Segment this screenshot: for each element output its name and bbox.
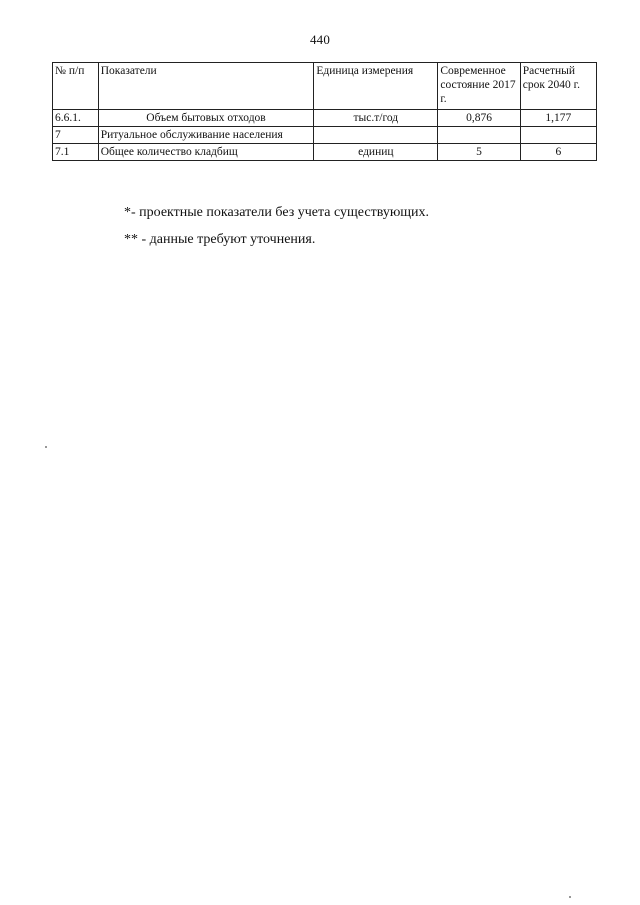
header-estimated-term: Расчетный срок 2040 г.	[520, 63, 596, 110]
indicators-table	[52, 62, 597, 161]
scan-speck	[45, 446, 47, 448]
row-current-value: 0,876	[438, 110, 520, 127]
footnotes	[124, 204, 429, 258]
table-header-row	[53, 63, 597, 110]
row-indicator: Общее количество кладбищ	[98, 144, 314, 161]
row-indicator: Ритуальное обслуживание населения	[98, 127, 314, 144]
page-number: 440	[309, 32, 331, 47]
table-row	[53, 144, 597, 161]
row-estimate-value	[520, 127, 596, 144]
row-estimate-value: 1,177	[520, 110, 596, 127]
scan-speck	[569, 896, 571, 898]
header-number: № п/п	[53, 63, 99, 110]
row-unit	[314, 127, 438, 144]
footnote-design-indicators: *- проектные показатели без учета существующих.	[124, 205, 430, 220]
table-row	[53, 127, 597, 144]
footnote-needs-clarification: ** - данные требуют уточнения.	[124, 232, 316, 247]
header-current-state: Современное состояние 2017 г.	[438, 63, 520, 110]
row-estimate-value: 6	[520, 144, 596, 161]
row-unit: тыс.т/год	[314, 110, 438, 127]
row-indicator: Объем бытовых отходов	[98, 110, 314, 127]
row-number: 6.6.1.	[53, 110, 99, 127]
row-unit: единиц	[314, 144, 438, 161]
header-indicator: Показатели	[98, 63, 314, 110]
row-current-value: 5	[438, 144, 520, 161]
header-unit: Единица измерения	[314, 63, 438, 110]
row-number: 7	[53, 127, 99, 144]
table-row	[53, 110, 597, 127]
row-number: 7.1	[53, 144, 99, 161]
row-current-value	[438, 127, 520, 144]
